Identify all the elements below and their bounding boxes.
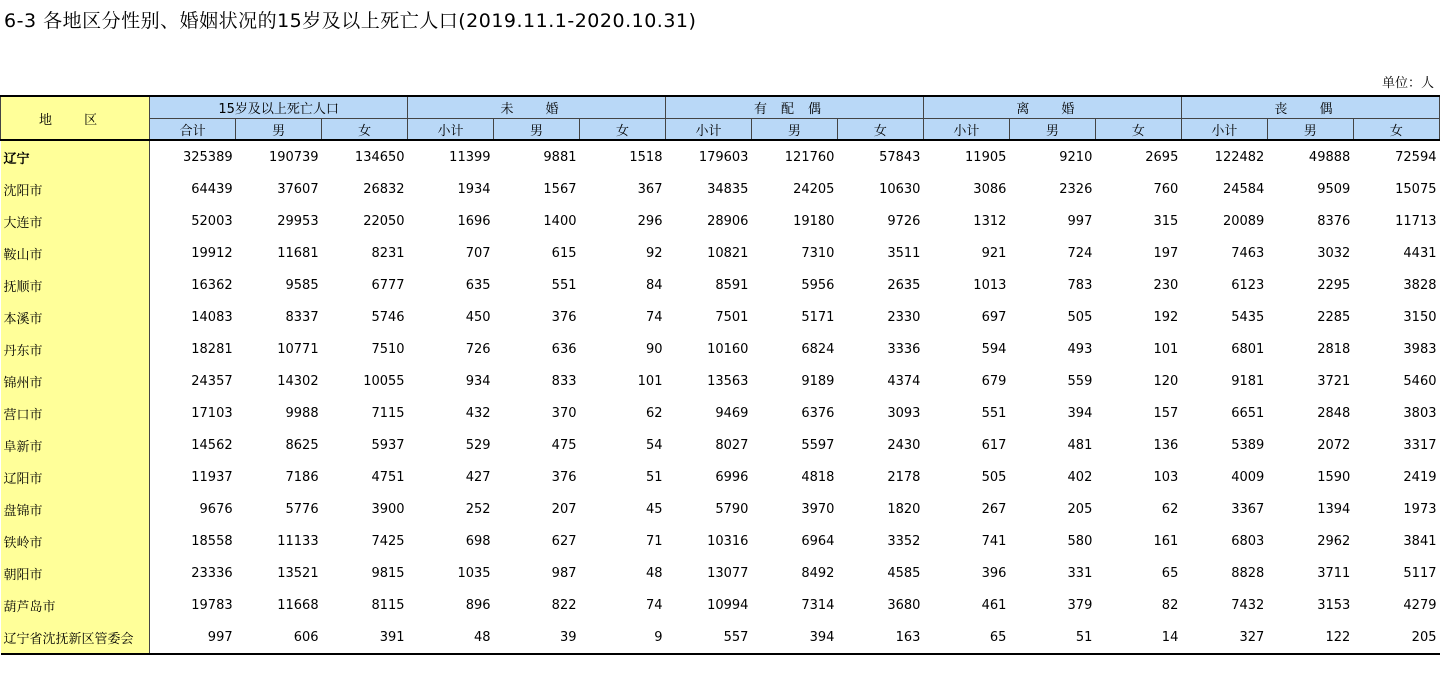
table-cell: 679 — [981, 373, 1007, 389]
table-cell: 205 — [1067, 501, 1093, 517]
table-cell: 3086 — [973, 181, 1007, 197]
table-row — [1, 493, 1440, 525]
table-cell: 1820 — [887, 501, 921, 517]
table-cell: 57843 — [879, 149, 921, 165]
table-cell: 833 — [551, 373, 577, 389]
table-cell: 11399 — [449, 149, 491, 165]
table-cell: 6824 — [801, 341, 835, 357]
table-cell: 606 — [236, 621, 322, 654]
table-cell: 18281 — [191, 341, 233, 357]
table-cell: 62 — [1161, 501, 1179, 517]
region-name: 锦州市 — [1, 365, 150, 397]
table-cell: 11713 — [1395, 213, 1437, 229]
table-cell: 4585 — [887, 565, 921, 581]
table-cell: 6964 — [801, 533, 835, 549]
table-cell: 19783 — [191, 597, 233, 613]
header-group-divorced: 离 婚 — [923, 96, 1181, 119]
table-cell: 921 — [981, 245, 1007, 261]
table-cell: 5435 — [1231, 309, 1265, 325]
table-cell: 551 — [551, 277, 577, 293]
table-cell: 9988 — [285, 405, 319, 421]
region-name: 本溪市 — [1, 301, 150, 333]
table-cell: 4751 — [371, 469, 405, 485]
table-cell: 10055 — [363, 373, 405, 389]
table-cell: 4374 — [887, 373, 921, 389]
table-cell: 6123 — [1231, 277, 1265, 293]
table-cell: 394 — [1067, 405, 1093, 421]
table-cell: 5460 — [1403, 373, 1437, 389]
table-cell: 5937 — [371, 437, 405, 453]
table-cell: 9881 — [543, 149, 577, 165]
table-cell: 987 — [551, 565, 577, 581]
table-cell: 2178 — [887, 469, 921, 485]
table-cell: 122 — [1267, 621, 1353, 654]
table-cell: 3153 — [1317, 597, 1351, 613]
table-cell: 52003 — [191, 213, 233, 229]
region-name: 铁岭市 — [1, 525, 150, 557]
table-cell: 134650 — [354, 149, 405, 165]
table-cell: 62 — [645, 405, 663, 421]
table-cell: 6996 — [715, 469, 749, 485]
table-cell: 5117 — [1403, 565, 1437, 581]
table-cell: 8828 — [1231, 565, 1265, 581]
table-cell: 697 — [981, 309, 1007, 325]
page-title: 6-3 各地区分性别、婚姻状况的15岁及以上死亡人口(2019.11.1-2020.10.31) — [4, 10, 697, 32]
table-cell: 315 — [1153, 213, 1179, 229]
table-cell: 3032 — [1317, 245, 1351, 261]
table-cell: 432 — [465, 405, 491, 421]
table-cell: 9 — [580, 621, 666, 654]
table-cell: 9210 — [1059, 149, 1093, 165]
table-cell: 19912 — [191, 245, 233, 261]
table-cell: 3317 — [1403, 437, 1437, 453]
table-row — [1, 557, 1440, 589]
table-cell: 1934 — [457, 181, 491, 197]
table-cell: 8492 — [801, 565, 835, 581]
table-cell: 9585 — [285, 277, 319, 293]
table-cell: 4009 — [1231, 469, 1265, 485]
table-cell: 197 — [1153, 245, 1179, 261]
table-cell: 1013 — [973, 277, 1007, 293]
region-name: 丹东市 — [1, 333, 150, 365]
header-sub: 小计 — [665, 119, 751, 141]
table-cell: 2695 — [1145, 149, 1179, 165]
header-sub: 女 — [1095, 119, 1181, 141]
table-cell: 450 — [465, 309, 491, 325]
table-cell: 5597 — [801, 437, 835, 453]
table-cell: 1400 — [543, 213, 577, 229]
region-name: 朝阳市 — [1, 557, 150, 589]
table-cell: 157 — [1153, 405, 1179, 421]
table-cell: 726 — [465, 341, 491, 357]
region-name: 辽阳市 — [1, 461, 150, 493]
header-sub: 女 — [837, 119, 923, 141]
table-cell: 9181 — [1231, 373, 1265, 389]
table-row — [1, 140, 1440, 173]
table-cell: 51 — [645, 469, 663, 485]
table-cell: 39 — [494, 621, 580, 654]
region-name: 营口市 — [1, 397, 150, 429]
header-sub: 男 — [751, 119, 837, 141]
table-cell: 394 — [751, 621, 837, 654]
table-cell: 741 — [981, 533, 1007, 549]
header-sub: 男 — [494, 119, 580, 141]
table-row — [1, 397, 1440, 429]
table-cell: 3352 — [887, 533, 921, 549]
table-cell: 74 — [645, 309, 663, 325]
table-cell: 5776 — [285, 501, 319, 517]
table-cell: 296 — [637, 213, 663, 229]
table-cell: 11681 — [277, 245, 319, 261]
table-cell: 3711 — [1317, 565, 1351, 581]
table-cell: 427 — [465, 469, 491, 485]
table-cell: 391 — [322, 621, 408, 654]
table-cell: 2295 — [1317, 277, 1351, 293]
table-cell: 101 — [1153, 341, 1179, 357]
table-cell: 6777 — [371, 277, 405, 293]
table-cell: 122482 — [1214, 149, 1265, 165]
table-cell: 14083 — [191, 309, 233, 325]
table-cell: 3841 — [1403, 533, 1437, 549]
table-cell: 997 — [150, 621, 236, 654]
header-region: 地 区 — [1, 96, 150, 140]
table-cell: 4818 — [801, 469, 835, 485]
table-cell: 2330 — [887, 309, 921, 325]
table-cell: 24205 — [793, 181, 835, 197]
table-cell: 327 — [1181, 621, 1267, 654]
table-cell: 48 — [408, 621, 494, 654]
table-cell: 6803 — [1231, 533, 1265, 549]
table-cell: 207 — [551, 501, 577, 517]
table-cell: 7314 — [801, 597, 835, 613]
region-name: 辽宁 — [1, 140, 150, 173]
table-cell: 9676 — [199, 501, 233, 517]
table-cell: 3150 — [1403, 309, 1437, 325]
table-cell: 6376 — [801, 405, 835, 421]
table-cell: 101 — [637, 373, 663, 389]
table-cell: 1035 — [457, 565, 491, 581]
table-cell: 9189 — [801, 373, 835, 389]
header-group-unmarried: 未 婚 — [408, 96, 666, 119]
table-cell: 9469 — [715, 405, 749, 421]
table-cell: 82 — [1161, 597, 1179, 613]
header-sub: 女 — [1353, 119, 1439, 141]
table-cell: 3828 — [1403, 277, 1437, 293]
header-sub: 小计 — [1181, 119, 1267, 141]
table-cell: 10160 — [707, 341, 749, 357]
table-cell: 190739 — [268, 149, 319, 165]
table-cell: 1518 — [629, 149, 663, 165]
table-cell: 2072 — [1317, 437, 1351, 453]
table-cell: 2285 — [1317, 309, 1351, 325]
table-cell: 3336 — [887, 341, 921, 357]
table-row — [1, 333, 1440, 365]
table-cell: 267 — [981, 501, 1007, 517]
table-cell: 9726 — [887, 213, 921, 229]
table-row — [1, 269, 1440, 301]
header-sub: 小计 — [408, 119, 494, 141]
header-sub: 男 — [1267, 119, 1353, 141]
table-cell: 92 — [645, 245, 663, 261]
table-cell: 3093 — [887, 405, 921, 421]
table-cell: 252 — [465, 501, 491, 517]
header-group-total: 15岁及以上死亡人口 — [150, 96, 408, 119]
header-sub: 男 — [236, 119, 322, 141]
table-cell: 6801 — [1231, 341, 1265, 357]
table-cell: 10821 — [707, 245, 749, 261]
table-cell: 475 — [551, 437, 577, 453]
table-cell: 10630 — [879, 181, 921, 197]
table-cell: 707 — [465, 245, 491, 261]
region-name: 大连市 — [1, 205, 150, 237]
table-cell: 396 — [981, 565, 1007, 581]
table-row — [1, 621, 1440, 654]
table-cell: 48 — [645, 565, 663, 581]
table-cell: 9815 — [371, 565, 405, 581]
table-cell: 370 — [551, 405, 577, 421]
table-cell: 11133 — [277, 533, 319, 549]
table-cell: 14562 — [191, 437, 233, 453]
table-cell: 37607 — [277, 181, 319, 197]
table-cell: 5171 — [801, 309, 835, 325]
table-cell: 15075 — [1395, 181, 1437, 197]
table-cell: 5790 — [715, 501, 749, 517]
table-cell: 7463 — [1231, 245, 1265, 261]
table-cell: 51 — [1009, 621, 1095, 654]
table-cell: 2635 — [887, 277, 921, 293]
table-header — [1, 96, 1440, 140]
table-cell: 3900 — [371, 501, 405, 517]
table-cell: 136 — [1153, 437, 1179, 453]
table-cell: 24584 — [1222, 181, 1265, 197]
table-cell: 529 — [465, 437, 491, 453]
header-group-married: 有配偶 — [665, 96, 923, 119]
table-cell: 10771 — [277, 341, 319, 357]
table-cell: 161 — [1153, 533, 1179, 549]
table-row — [1, 589, 1440, 621]
table-cell: 13563 — [707, 373, 749, 389]
table-cell: 2818 — [1317, 341, 1351, 357]
table-cell: 20089 — [1222, 213, 1265, 229]
unit-label: 单位：人 — [1381, 76, 1434, 91]
table-cell: 11668 — [277, 597, 319, 613]
table-cell: 8027 — [715, 437, 749, 453]
table-cell: 635 — [465, 277, 491, 293]
table-cell: 7115 — [371, 405, 405, 421]
table-cell: 7510 — [371, 341, 405, 357]
table-cell: 74 — [645, 597, 663, 613]
table-cell: 9509 — [1317, 181, 1351, 197]
table-cell: 19180 — [793, 213, 835, 229]
region-name: 鞍山市 — [1, 237, 150, 269]
table-cell: 16362 — [191, 277, 233, 293]
table-cell: 2419 — [1403, 469, 1437, 485]
table-cell: 896 — [465, 597, 491, 613]
table-cell: 7186 — [285, 469, 319, 485]
header-group-widowed: 丧 偶 — [1181, 96, 1439, 119]
table-cell: 205 — [1353, 621, 1439, 654]
table-row — [1, 365, 1440, 397]
table-cell: 120 — [1153, 373, 1179, 389]
table-cell: 2962 — [1317, 533, 1351, 549]
table-cell: 8625 — [285, 437, 319, 453]
table-cell: 3721 — [1317, 373, 1351, 389]
header-sub: 女 — [322, 119, 408, 141]
table-cell: 5956 — [801, 277, 835, 293]
table-cell: 376 — [551, 469, 577, 485]
table-cell: 23336 — [191, 565, 233, 581]
table-cell: 28906 — [707, 213, 749, 229]
data-table — [0, 95, 1440, 655]
table-cell: 698 — [465, 533, 491, 549]
table-cell: 7425 — [371, 533, 405, 549]
region-name: 抚顺市 — [1, 269, 150, 301]
table-cell: 1590 — [1317, 469, 1351, 485]
region-name: 沈阳市 — [1, 173, 150, 205]
table-cell: 505 — [981, 469, 1007, 485]
table-cell: 627 — [551, 533, 577, 549]
table-cell: 934 — [465, 373, 491, 389]
table-cell: 997 — [1067, 213, 1093, 229]
region-name: 辽宁省沈抚新区管委会 — [1, 621, 150, 654]
table-cell: 163 — [837, 621, 923, 654]
table-cell: 179603 — [698, 149, 749, 165]
header-sub: 合计 — [150, 119, 236, 141]
table-cell: 3511 — [887, 245, 921, 261]
region-name: 葫芦岛市 — [1, 589, 150, 621]
table-cell: 783 — [1067, 277, 1093, 293]
table-cell: 8115 — [371, 597, 405, 613]
table-cell: 8376 — [1317, 213, 1351, 229]
table-cell: 7432 — [1231, 597, 1265, 613]
table-cell: 13521 — [277, 565, 319, 581]
table-row — [1, 237, 1440, 269]
table-cell: 1394 — [1317, 501, 1351, 517]
header-sub: 男 — [1009, 119, 1095, 141]
table-cell: 65 — [1161, 565, 1179, 581]
table-cell: 11905 — [965, 149, 1007, 165]
table-cell: 493 — [1067, 341, 1093, 357]
table-cell: 461 — [981, 597, 1007, 613]
table-cell: 615 — [551, 245, 577, 261]
table-cell: 18558 — [191, 533, 233, 549]
table-cell: 3970 — [801, 501, 835, 517]
table-cell: 10316 — [707, 533, 749, 549]
table-cell: 90 — [645, 341, 663, 357]
table-cell: 4279 — [1403, 597, 1437, 613]
table-cell: 636 — [551, 341, 577, 357]
table-cell: 7501 — [715, 309, 749, 325]
table-cell: 71 — [645, 533, 663, 549]
table-cell: 8337 — [285, 309, 319, 325]
table-cell: 29953 — [277, 213, 319, 229]
table-cell: 13077 — [707, 565, 749, 581]
table-cell: 10994 — [707, 597, 749, 613]
table-cell: 760 — [1153, 181, 1179, 197]
region-name: 盘锦市 — [1, 493, 150, 525]
table-row — [1, 429, 1440, 461]
table-cell: 481 — [1067, 437, 1093, 453]
table-cell: 379 — [1067, 597, 1093, 613]
region-name: 阜新市 — [1, 429, 150, 461]
table-cell: 822 — [551, 597, 577, 613]
table-cell: 1312 — [973, 213, 1007, 229]
table-body — [1, 140, 1440, 654]
table-cell: 551 — [981, 405, 1007, 421]
table-cell: 24357 — [191, 373, 233, 389]
table-cell: 230 — [1153, 277, 1179, 293]
table-row — [1, 173, 1440, 205]
table-cell: 8591 — [715, 277, 749, 293]
table-cell: 1973 — [1403, 501, 1437, 517]
table-cell: 3803 — [1403, 405, 1437, 421]
table-cell: 4431 — [1403, 245, 1437, 261]
table-cell: 26832 — [363, 181, 405, 197]
table-cell: 22050 — [363, 213, 405, 229]
table-cell: 14 — [1095, 621, 1181, 654]
table-cell: 3983 — [1403, 341, 1437, 357]
table-cell: 594 — [981, 341, 1007, 357]
header-sub: 女 — [580, 119, 666, 141]
table-cell: 367 — [637, 181, 663, 197]
table-cell: 6651 — [1231, 405, 1265, 421]
table-cell: 724 — [1067, 245, 1093, 261]
header-sub: 小计 — [923, 119, 1009, 141]
table-cell: 376 — [551, 309, 577, 325]
table-cell: 3680 — [887, 597, 921, 613]
table-cell: 2326 — [1059, 181, 1093, 197]
table-cell: 505 — [1067, 309, 1093, 325]
table-cell: 11937 — [191, 469, 233, 485]
table-cell: 5389 — [1231, 437, 1265, 453]
table-row — [1, 301, 1440, 333]
table-cell: 65 — [923, 621, 1009, 654]
table-cell: 580 — [1067, 533, 1093, 549]
table-cell: 84 — [645, 277, 663, 293]
table-cell: 8231 — [371, 245, 405, 261]
table-cell: 49888 — [1308, 149, 1351, 165]
table-cell: 5746 — [371, 309, 405, 325]
table-cell: 402 — [1067, 469, 1093, 485]
table-cell: 34835 — [707, 181, 749, 197]
table-row — [1, 205, 1440, 237]
table-cell: 1696 — [457, 213, 491, 229]
table-cell: 7310 — [801, 245, 835, 261]
table-cell: 45 — [645, 501, 663, 517]
table-cell: 557 — [665, 621, 751, 654]
table-row — [1, 461, 1440, 493]
table-cell: 1567 — [543, 181, 577, 197]
table-cell: 617 — [981, 437, 1007, 453]
table-cell: 14302 — [277, 373, 319, 389]
table-cell: 2430 — [887, 437, 921, 453]
table-cell: 331 — [1067, 565, 1093, 581]
table-row — [1, 525, 1440, 557]
table-cell: 72594 — [1395, 149, 1437, 165]
table-cell: 2848 — [1317, 405, 1351, 421]
table-cell: 192 — [1153, 309, 1179, 325]
table-cell: 54 — [645, 437, 663, 453]
table-cell: 121760 — [784, 149, 835, 165]
table-cell: 559 — [1067, 373, 1093, 389]
table-cell: 325389 — [182, 149, 233, 165]
table-cell: 17103 — [191, 405, 233, 421]
table-cell: 3367 — [1231, 501, 1265, 517]
table-cell: 103 — [1153, 469, 1179, 485]
table-cell: 64439 — [191, 181, 233, 197]
